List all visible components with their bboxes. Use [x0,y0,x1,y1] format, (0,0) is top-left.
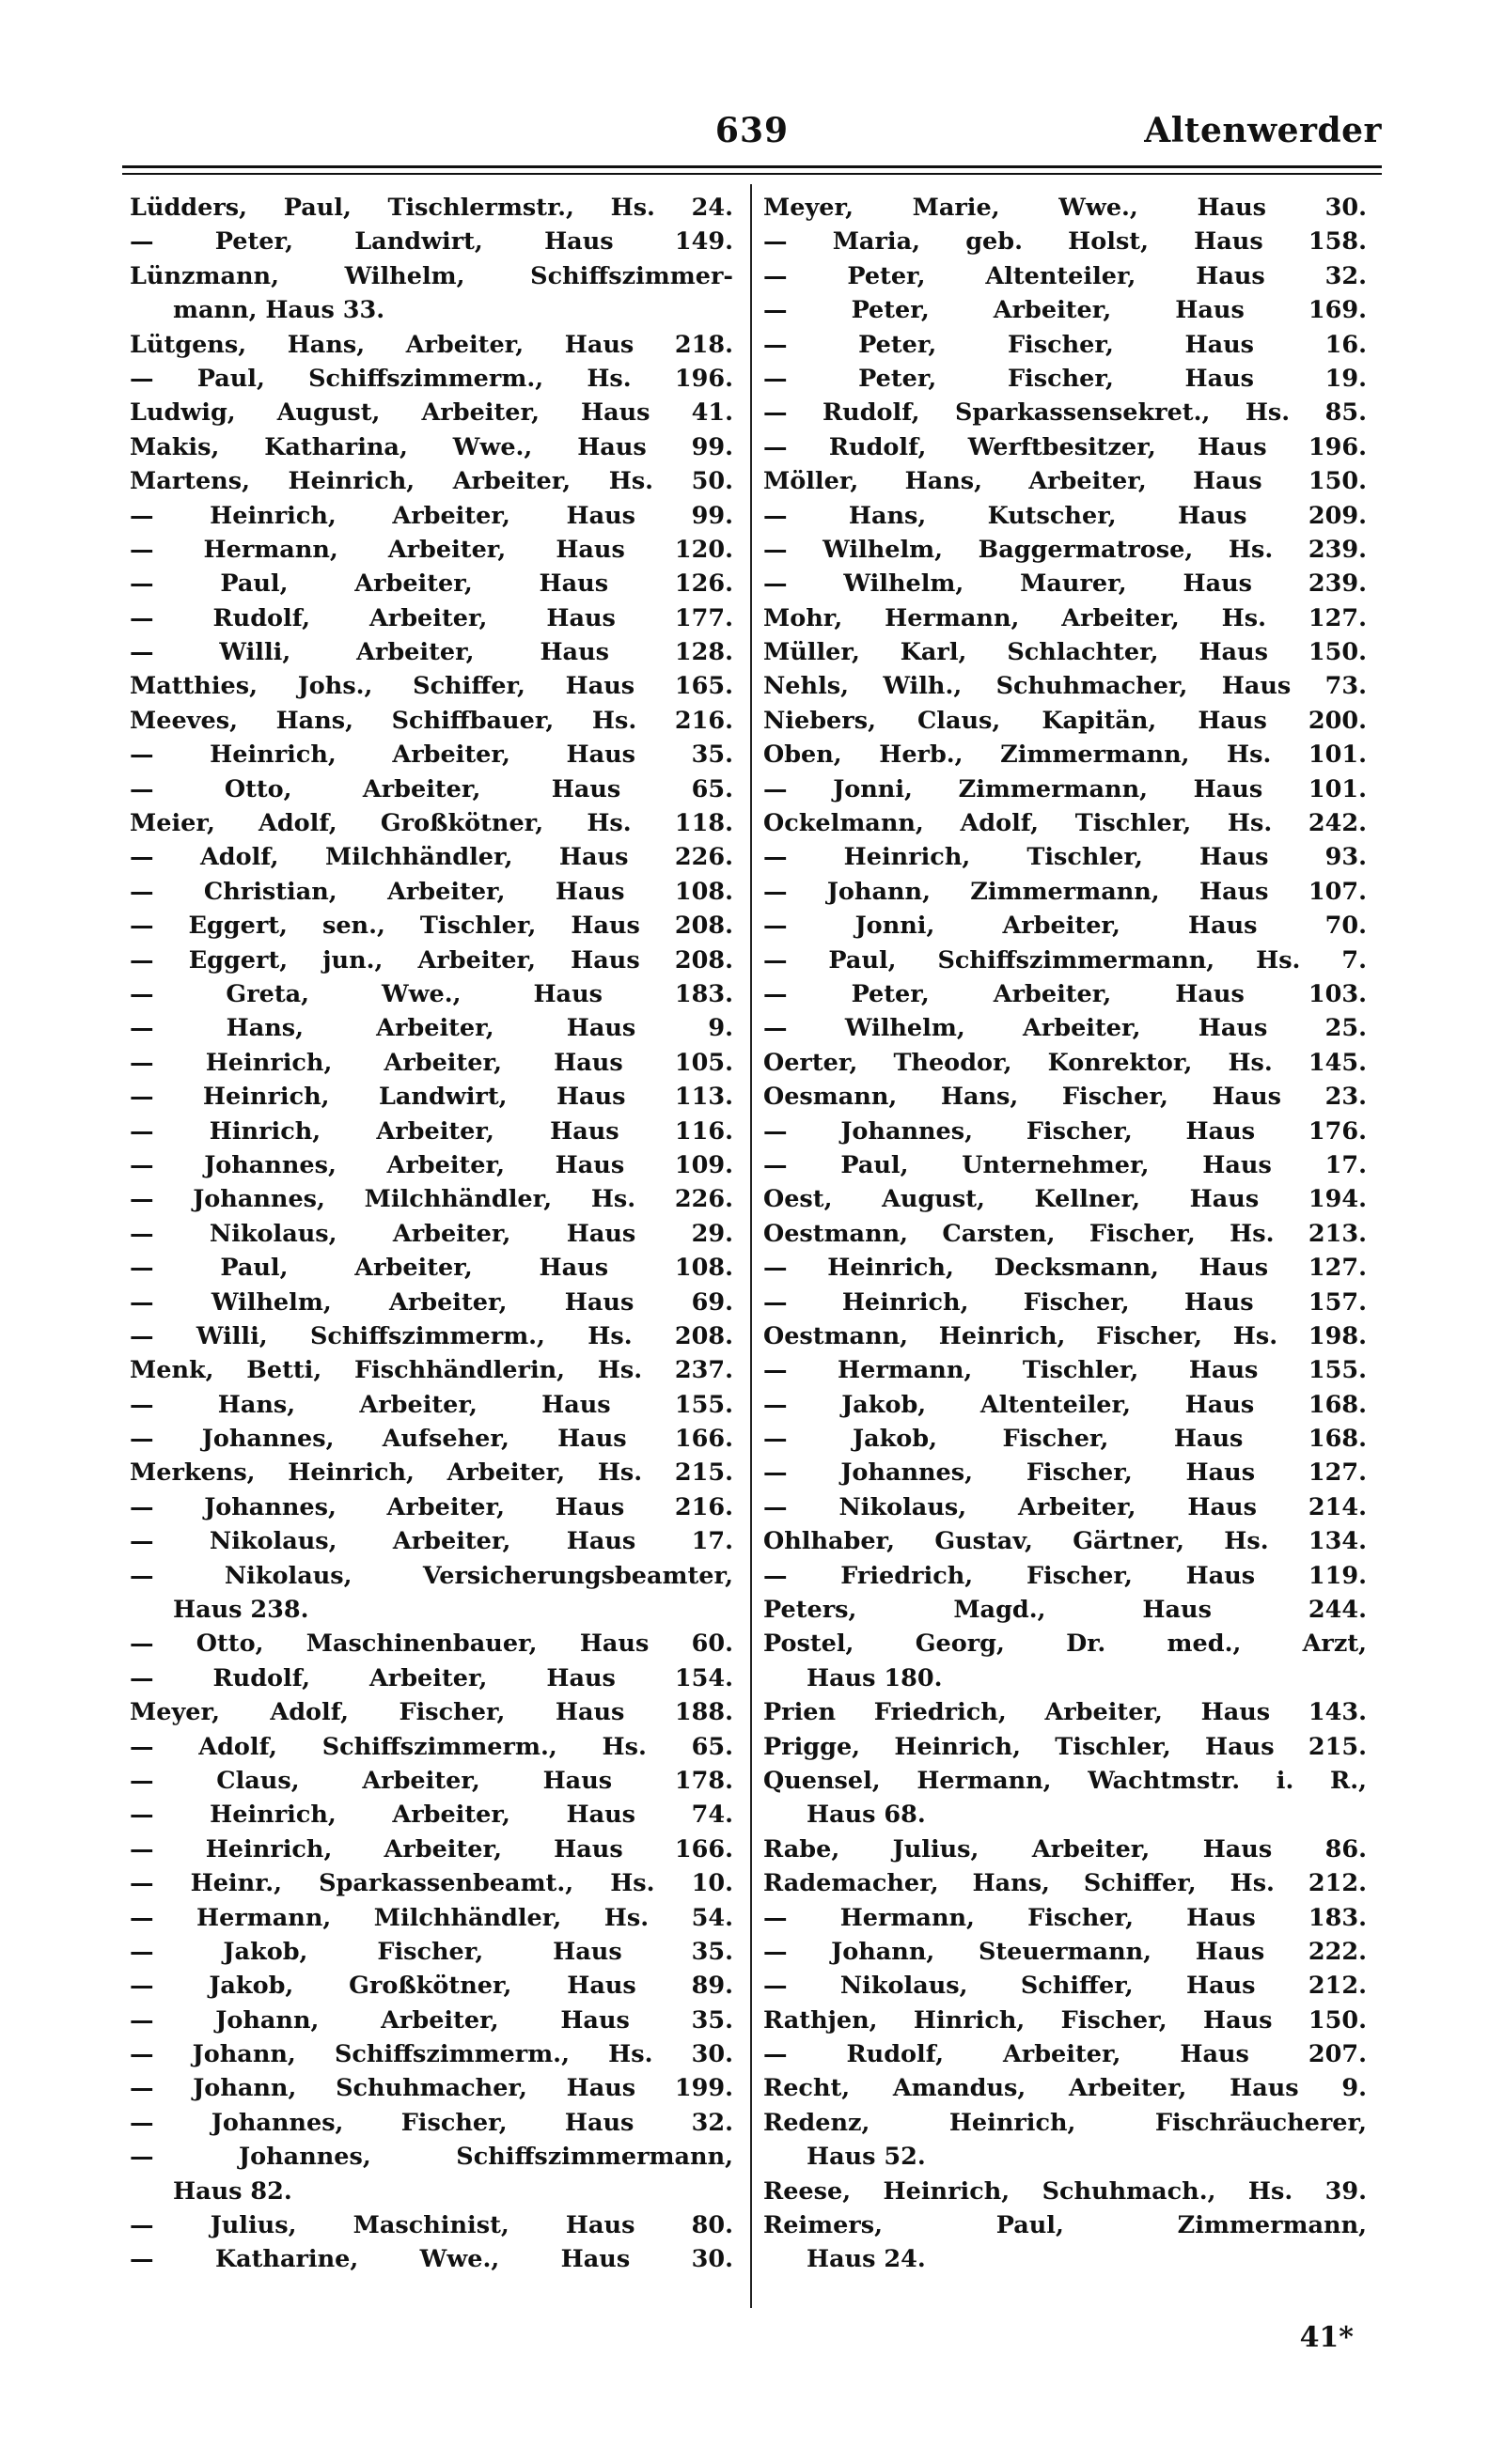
directory-entry: Peters, Magd., Haus 244. [763,1596,1367,1625]
directory-entry: Meyer, Adolf, Fischer, Haus 188. [130,1698,733,1727]
directory-entry: Prigge, Heinrich, Tischler, Haus 215. [763,1732,1367,1761]
directory-entry: Haus 82. [173,2176,292,2206]
directory-entry: — Rudolf, Arbeiter, Haus 154. [130,1663,733,1692]
directory-entry: Oesmann, Hans, Fischer, Haus 23. [763,1083,1367,1112]
directory-entry: Niebers, Claus, Kapitän, Haus 200. [763,706,1367,735]
directory-entry: — Heinrich, Arbeiter, Haus 105. [130,1048,733,1077]
directory-entry: — Nikolaus, Schiffer, Haus 212. [763,1972,1367,2001]
directory-entry: — Nikolaus, Versicherungsbeamter, [130,1561,733,1590]
directory-entry: — Heinrich, Arbeiter, Haus 74. [130,1801,733,1830]
directory-entry: — Hinrich, Arbeiter, Haus 116. [130,1116,733,1146]
right-column [763,191,1367,2277]
directory-entry: — Hans, Kutscher, Haus 209. [763,501,1367,530]
directory-entry: — Rudolf, Arbeiter, Haus 207. [763,2040,1367,2069]
directory-entry: Lütgens, Hans, Arbeiter, Haus 218. [130,330,733,359]
directory-entry: — Jonni, Arbeiter, Haus 70. [763,912,1367,941]
column-divider [750,184,752,2308]
directory-entry: — Nikolaus, Arbeiter, Haus 17. [130,1527,733,1556]
directory-entry: — Johannes, Arbeiter, Haus 109. [130,1150,733,1179]
directory-entry: — Jakob, Fischer, Haus 168. [763,1425,1367,1454]
directory-entry: — Katharine, Wwe., Haus 30. [130,2245,733,2274]
directory-entry: — Otto, Arbeiter, Haus 65. [130,774,733,803]
directory-entry: — Nikolaus, Arbeiter, Haus 29. [130,1219,733,1248]
directory-entry: — Heinrich, Arbeiter, Haus 166. [130,1834,733,1864]
directory-entry: — Johannes, Aufseher, Haus 166. [130,1425,733,1454]
directory-entry: Oest, August, Kellner, Haus 194. [763,1185,1367,1214]
directory-entry: — Peter, Landwirt, Haus 149. [130,227,733,257]
directory-entry: — Hermann, Fischer, Haus 183. [763,1903,1367,1932]
directory-entry: — Heinrich, Arbeiter, Haus 99. [130,501,733,530]
directory-entry: — Paul, Arbeiter, Haus 126. [130,569,733,599]
directory-entry: — Johann, Steuermann, Haus 222. [763,1937,1367,1966]
directory-entry: — Heinrich, Arbeiter, Haus 35. [130,741,733,770]
directory-entry: — Peter, Arbeiter, Haus 169. [763,296,1367,325]
directory-entry: — Rudolf, Werftbesitzer, Haus 196. [763,432,1367,461]
directory-entry: — Peter, Fischer, Haus 19. [763,364,1367,393]
directory-entry: Merkens, Heinrich, Arbeiter, Hs. 215. [130,1458,733,1488]
directory-entry: — Heinr., Sparkassenbeamt., Hs. 10. [130,1869,733,1898]
directory-entry: Lünzmann, Wilhelm, Schiffszimmer- [130,261,733,290]
directory-entry: — Johann, Schiffszimmerm., Hs. 30. [130,2040,733,2069]
directory-entry: — Johannes, Arbeiter, Haus 216. [130,1492,733,1521]
directory-entry: Postel, Georg, Dr. med., Arzt, [763,1630,1367,1659]
directory-entry: — Willi, Arbeiter, Haus 128. [130,638,733,667]
directory-entry: Haus 68. [807,1801,926,1830]
page-number: 639 [714,111,790,150]
directory-entry: Nehls, Wilh., Schuhmacher, Haus 73. [763,672,1367,701]
directory-entry: Reese, Heinrich, Schuhmach., Hs. 39. [763,2176,1367,2206]
directory-entry: — Johann, Zimmermann, Haus 107. [763,877,1367,906]
directory-entry: — Jakob, Altenteiler, Haus 168. [763,1390,1367,1419]
directory-entry: Oestmann, Carsten, Fischer, Hs. 213. [763,1219,1367,1248]
directory-entry: mann, Haus 33. [173,296,385,325]
directory-entry: — Wilhelm, Arbeiter, Haus 69. [130,1287,733,1317]
directory-entry: — Adolf, Schiffszimmerm., Hs. 65. [130,1732,733,1761]
directory-entry: Reimers, Paul, Zimmermann, [763,2211,1367,2240]
directory-entry: Lüdders, Paul, Tischlermstr., Hs. 24. [130,194,733,222]
directory-entry: — Johannes, Fischer, Haus 176. [763,1116,1367,1146]
directory-entry: — Johannes, Schiffszimmermann, [130,2143,733,2172]
directory-entry: Meier, Adolf, Großkötner, Hs. 118. [130,809,733,838]
directory-entry: — Maria, geb. Holst, Haus 158. [763,227,1367,257]
directory-entry: — Wilhelm, Baggermatrose, Hs. 239. [763,535,1367,564]
directory-entry: — Heinrich, Landwirt, Haus 113. [130,1083,733,1112]
directory-entry: — Julius, Maschinist, Haus 80. [130,2211,733,2240]
directory-entry: Oben, Herb., Zimmermann, Hs. 101. [763,741,1367,770]
directory-entry: Rademacher, Hans, Schiffer, Hs. 212. [763,1869,1367,1898]
directory-entry: — Rudolf, Arbeiter, Haus 177. [130,603,733,632]
directory-entry: — Peter, Fischer, Haus 16. [763,330,1367,359]
directory-entry: — Hermann, Tischler, Haus 155. [763,1356,1367,1385]
directory-entry: — Johannes, Fischer, Haus 32. [130,2108,733,2137]
directory-entry: — Paul, Schiffszimmermann, Hs. 7. [763,945,1367,975]
directory-entry: Haus 180. [807,1663,943,1692]
directory-entry: Ohlhaber, Gustav, Gärtner, Hs. 134. [763,1527,1367,1556]
directory-entry: Oerter, Theodor, Konrektor, Hs. 145. [763,1048,1367,1077]
directory-entry: Menk, Betti, Fischhändlerin, Hs. 237. [130,1356,733,1385]
directory-entry: — Wilhelm, Arbeiter, Haus 25. [763,1014,1367,1043]
directory-entry: — Johann, Arbeiter, Haus 35. [130,2005,733,2035]
directory-entry: Haus 24. [807,2245,926,2274]
directory-entry: Rathjen, Hinrich, Fischer, Haus 150. [763,2005,1367,2035]
directory-entry: — Paul, Unternehmer, Haus 17. [763,1150,1367,1179]
page-header [122,111,1382,158]
directory-entry: — Greta, Wwe., Haus 183. [130,979,733,1008]
directory-entry: Matthies, Johs., Schiffer, Haus 165. [130,672,733,701]
directory-entry: Meeves, Hans, Schiffbauer, Hs. 216. [130,706,733,735]
directory-entry: — Peter, Altenteiler, Haus 32. [763,261,1367,290]
directory-entry: Ockelmann, Adolf, Tischler, Hs. 242. [763,809,1367,838]
signature-mark: 41* [1299,2321,1354,2354]
directory-entry: — Johannes, Fischer, Haus 127. [763,1458,1367,1488]
directory-entry: Makis, Katharina, Wwe., Haus 99. [130,432,733,461]
directory-entry: — Hans, Arbeiter, Haus 9. [130,1014,733,1043]
directory-entry: Oestmann, Heinrich, Fischer, Hs. 198. [763,1321,1367,1350]
header-rule-top [122,165,1382,168]
directory-entry: Möller, Hans, Arbeiter, Haus 150. [763,467,1367,496]
directory-entry: Meyer, Marie, Wwe., Haus 30. [763,194,1367,222]
directory-entry: — Paul, Arbeiter, Haus 108. [130,1254,733,1283]
directory-entry: Quensel, Hermann, Wachtmstr. i. R., [763,1766,1367,1795]
directory-entry: — Willi, Schiffszimmerm., Hs. 208. [130,1321,733,1350]
directory-entry: Mohr, Hermann, Arbeiter, Hs. 127. [763,603,1367,632]
directory-entry: — Jakob, Fischer, Haus 35. [130,1937,733,1966]
directory-entry: — Hermann, Arbeiter, Haus 120. [130,535,733,564]
directory-entry: Prien Friedrich, Arbeiter, Haus 143. [763,1698,1367,1727]
directory-entry: Recht, Amandus, Arbeiter, Haus 9. [763,2074,1367,2103]
directory-entry: — Jakob, Großkötner, Haus 89. [130,1972,733,2001]
directory-entry: — Heinrich, Decksmann, Haus 127. [763,1254,1367,1283]
directory-entry: — Hans, Arbeiter, Haus 155. [130,1390,733,1419]
directory-entry: — Wilhelm, Maurer, Haus 239. [763,569,1367,599]
directory-entry: — Paul, Schiffszimmerm., Hs. 196. [130,364,733,393]
directory-entry: Haus 238. [173,1596,309,1625]
directory-entry: — Johann, Schuhmacher, Haus 199. [130,2074,733,2103]
directory-entry: Martens, Heinrich, Arbeiter, Hs. 50. [130,467,733,496]
directory-entry: — Eggert, sen., Tischler, Haus 208. [130,912,733,941]
directory-entry: — Heinrich, Fischer, Haus 157. [763,1287,1367,1317]
directory-entry: — Nikolaus, Arbeiter, Haus 214. [763,1492,1367,1521]
directory-entry: — Hermann, Milchhändler, Hs. 54. [130,1903,733,1932]
directory-entry: Redenz, Heinrich, Fischräucherer, [763,2108,1367,2137]
directory-entry: — Johannes, Milchhändler, Hs. 226. [130,1185,733,1214]
directory-entry: — Friedrich, Fischer, Haus 119. [763,1561,1367,1590]
header-rule-bottom [122,173,1382,175]
directory-entry: — Eggert, jun., Arbeiter, Haus 208. [130,945,733,975]
directory-entry: — Christian, Arbeiter, Haus 108. [130,877,733,906]
directory-entry: — Heinrich, Tischler, Haus 93. [763,843,1367,872]
directory-entry: Rabe, Julius, Arbeiter, Haus 86. [763,1834,1367,1864]
directory-entry: — Otto, Maschinenbauer, Haus 60. [130,1630,733,1659]
directory-entry: Müller, Karl, Schlachter, Haus 150. [763,638,1367,667]
directory-entry: — Rudolf, Sparkassensekret., Hs. 85. [763,398,1367,428]
left-column [130,191,733,2277]
running-head: Altenwerder [1144,111,1382,150]
directory-entry: — Claus, Arbeiter, Haus 178. [130,1766,733,1795]
directory-entry: — Peter, Arbeiter, Haus 103. [763,979,1367,1008]
directory-entry: Haus 52. [807,2143,926,2172]
directory-entry: — Adolf, Milchhändler, Haus 226. [130,843,733,872]
directory-entry: Ludwig, August, Arbeiter, Haus 41. [130,398,733,428]
directory-entry: — Jonni, Zimmermann, Haus 101. [763,774,1367,803]
